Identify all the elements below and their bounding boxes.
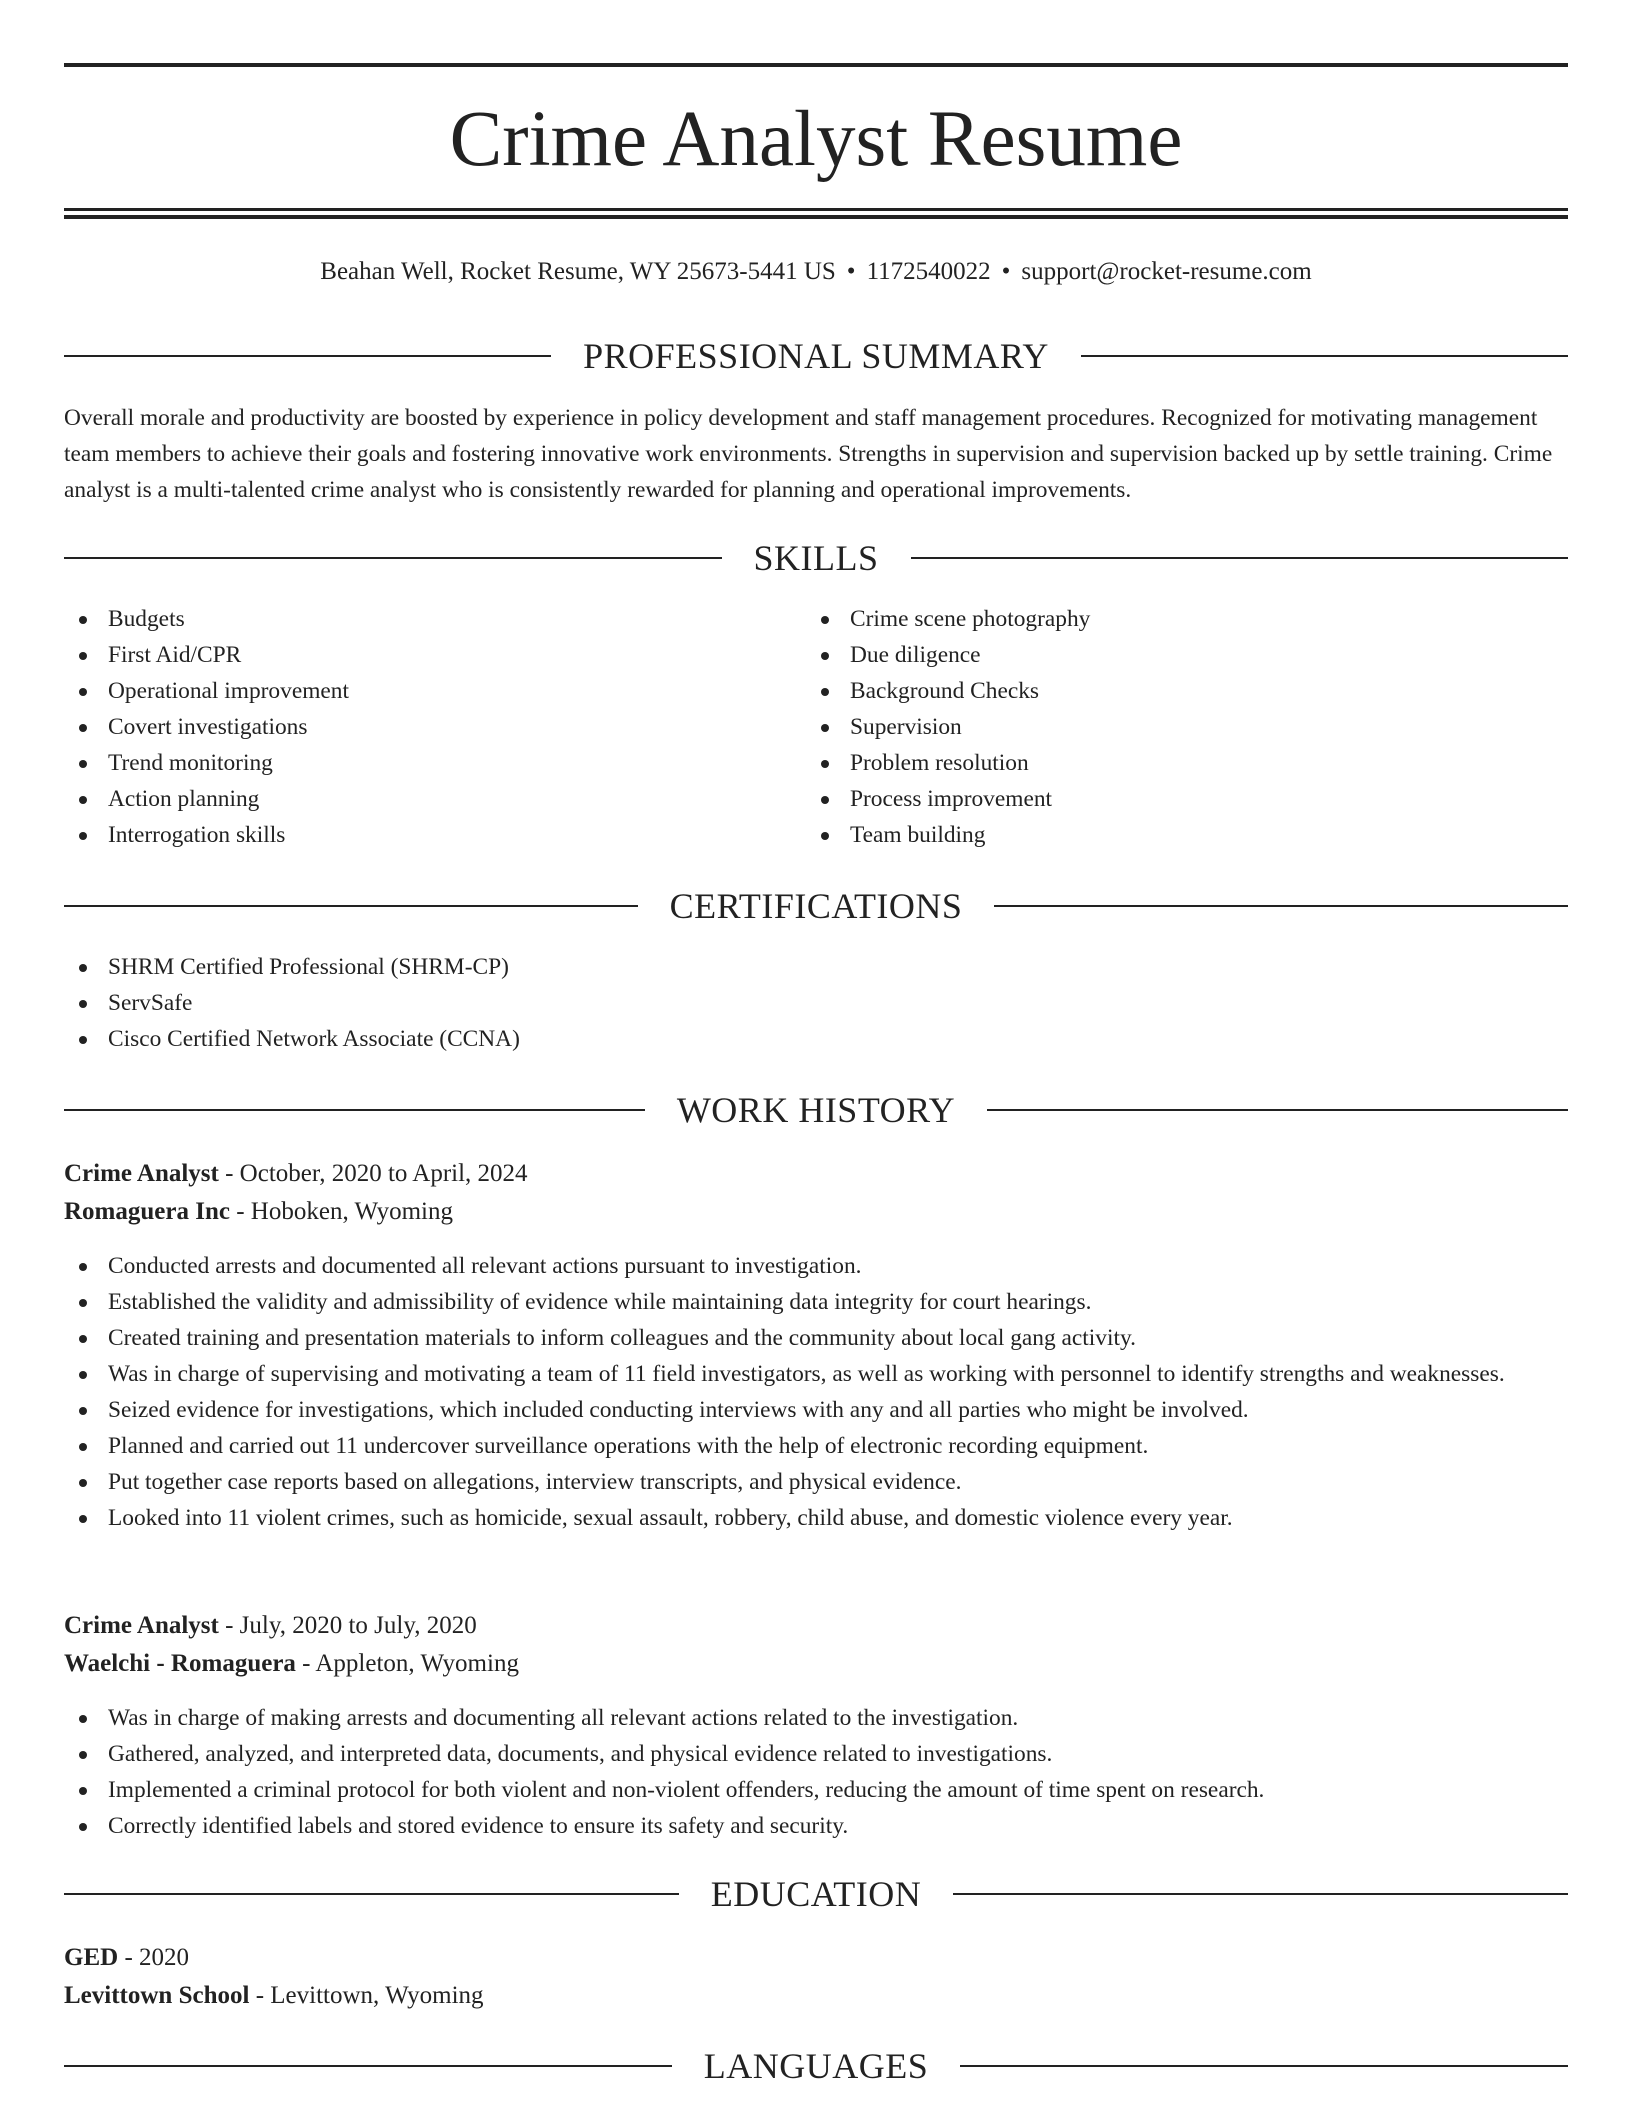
divider-line xyxy=(960,2065,1568,2067)
education-location: - Levittown, Wyoming xyxy=(249,1982,484,2009)
contact-address: Beahan Well, Rocket Resume, WY 25673-5441 US xyxy=(320,258,836,285)
divider-line xyxy=(911,557,1569,559)
job-company-line xyxy=(64,1193,453,1231)
certifications-list xyxy=(64,949,1568,1057)
skill-item: Problem resolution xyxy=(806,745,1506,781)
job-duty-item: Correctly identified labels and stored evidence to ensure its safety and security. xyxy=(64,1808,1568,1844)
job-title: Crime Analyst xyxy=(64,1160,219,1187)
job-title-line xyxy=(64,1607,477,1645)
job-duty-item: Established the validity and admissibility of evidence while maintaining data integrity for court hearings. xyxy=(64,1284,1568,1320)
job-location: - Hoboken, Wyoming xyxy=(229,1198,453,1225)
section-title: WORK HISTORY xyxy=(676,1090,956,1130)
job-duty-item: Planned and carried out 11 undercover surveillance operations with the help of electronic recording equipment. xyxy=(64,1428,1568,1464)
skill-item: Team building xyxy=(806,817,1506,853)
divider-line xyxy=(953,1893,1568,1895)
job-duty-item: Conducted arrests and documented all relevant actions pursuant to investigation. xyxy=(64,1248,1568,1284)
divider-line xyxy=(1081,355,1568,357)
divider-line xyxy=(64,557,722,559)
job-duty-item: Put together case reports based on allegations, interview transcripts, and physical evidence. xyxy=(64,1464,1568,1500)
section-title: SKILLS xyxy=(753,538,879,578)
contact-line xyxy=(0,254,1632,290)
skill-item: Crime scene photography xyxy=(806,601,1506,637)
education-year: - 2020 xyxy=(118,1944,190,1971)
section-title: CERTIFICATIONS xyxy=(669,886,963,926)
section-header-skills xyxy=(64,536,1568,580)
section-title: EDUCATION xyxy=(710,1874,922,1914)
skills-list-right xyxy=(806,601,1506,853)
divider-line xyxy=(994,905,1568,907)
contact-separator: • xyxy=(1001,258,1011,285)
section-header-education xyxy=(64,1872,1568,1916)
divider-line xyxy=(64,1109,645,1111)
section-header-work-history xyxy=(64,1088,1568,1132)
job-company-line xyxy=(64,1645,519,1683)
skill-item: Action planning xyxy=(64,781,764,817)
job-dates: - July, 2020 to July, 2020 xyxy=(218,1612,477,1639)
skills-list-left xyxy=(64,601,764,853)
contact-separator: • xyxy=(846,258,856,285)
section-title: PROFESSIONAL SUMMARY xyxy=(583,336,1049,376)
job-duty-item: Implemented a criminal protocol for both violent and non-violent offenders, reducing the amount of time spent on research. xyxy=(64,1772,1568,1808)
section-header-summary xyxy=(64,334,1568,378)
job-duties-list xyxy=(64,1700,1568,1844)
title-double-rule-lower xyxy=(64,215,1568,219)
divider-line xyxy=(987,1109,1568,1111)
skill-item: Interrogation skills xyxy=(64,817,764,853)
education-degree: GED xyxy=(64,1944,119,1971)
skill-item: Background Checks xyxy=(806,673,1506,709)
education-degree-line xyxy=(64,1939,189,1977)
section-header-languages xyxy=(64,2044,1568,2088)
certification-item: Cisco Certified Network Associate (CCNA) xyxy=(64,1021,1568,1057)
job-title: Crime Analyst xyxy=(64,1612,219,1639)
education-school-line xyxy=(64,1977,484,2015)
title-double-rule-upper xyxy=(64,208,1568,211)
skill-item: Budgets xyxy=(64,601,764,637)
job-duties-list xyxy=(64,1248,1568,1536)
summary-text: Overall morale and productivity are boosted by experience in policy development and staff management procedures. Recognized for motivating management team members to achieve their goals and fostering innovative work environments. Strengths in supervision and supervision backed up by settle training. Crime analyst is a multi-talented crime analyst who is consistently rewarded for planning and operational improvements. xyxy=(64,405,1553,503)
job-dates: - October, 2020 to April, 2024 xyxy=(218,1160,528,1187)
skill-item: Trend monitoring xyxy=(64,745,764,781)
certification-item: ServSafe xyxy=(64,985,1568,1021)
skill-item: Process improvement xyxy=(806,781,1506,817)
divider-line xyxy=(64,355,551,357)
skill-item: Due diligence xyxy=(806,637,1506,673)
job-duty-item: Gathered, analyzed, and interpreted data, documents, and physical evidence related to investigations. xyxy=(64,1736,1568,1772)
section-header-certifications xyxy=(64,884,1568,928)
skill-item: First Aid/CPR xyxy=(64,637,764,673)
skill-item: Operational improvement xyxy=(64,673,764,709)
job-company: Waelchi - Romaguera xyxy=(64,1650,296,1677)
job-duty-item: Was in charge of making arrests and documenting all relevant actions related to the investigation. xyxy=(64,1700,1568,1736)
skill-item: Covert investigations xyxy=(64,709,764,745)
contact-phone: 1172540022 xyxy=(866,258,991,285)
job-duty-item: Looked into 11 violent crimes, such as homicide, sexual assault, robbery, child abuse, and domestic violence every year. xyxy=(64,1500,1568,1536)
education-school: Levittown School xyxy=(64,1982,250,2009)
divider-line xyxy=(64,1893,679,1895)
job-duty-item: Was in charge of supervising and motivating a team of 11 field investigators, as well as working with personnel to identify strengths and weaknesses. xyxy=(64,1356,1568,1392)
divider-line xyxy=(64,905,638,907)
divider-line xyxy=(64,2065,672,2067)
job-title-line xyxy=(64,1155,528,1193)
skill-item: Supervision xyxy=(806,709,1506,745)
certification-item: SHRM Certified Professional (SHRM-CP) xyxy=(64,949,1568,985)
job-company: Romaguera Inc xyxy=(64,1198,230,1225)
section-title: LANGUAGES xyxy=(703,2046,929,2086)
contact-email: support@rocket-resume.com xyxy=(1021,258,1312,285)
top-rule xyxy=(64,63,1568,67)
job-duty-item: Seized evidence for investigations, which included conducting interviews with any and all parties who might be involved. xyxy=(64,1392,1568,1428)
job-duty-item: Created training and presentation materials to inform colleagues and the community about local gang activity. xyxy=(64,1320,1568,1356)
resume-title: Crime Analyst Resume xyxy=(449,96,1183,183)
job-location: - Appleton, Wyoming xyxy=(295,1650,519,1677)
